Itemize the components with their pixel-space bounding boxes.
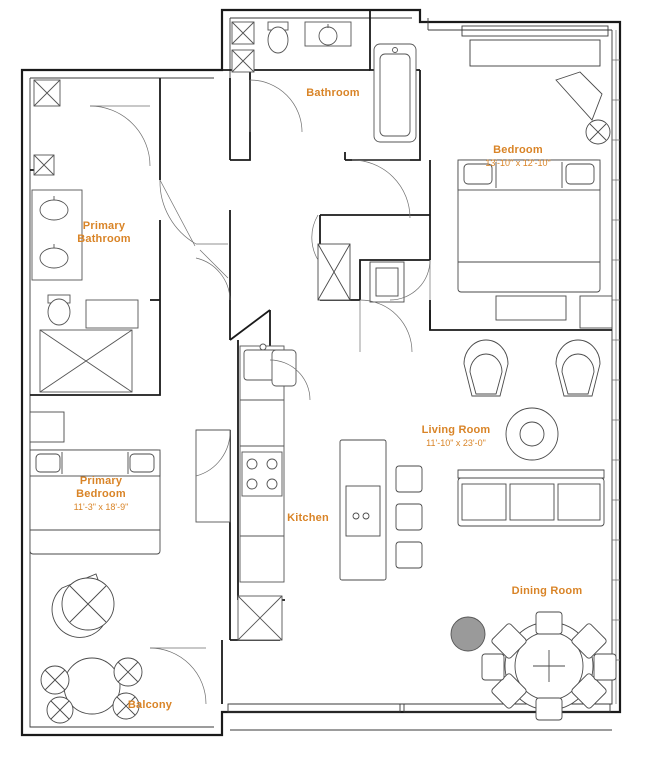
primary-bathroom-name-line1: Primary bbox=[82, 220, 126, 232]
dining-room-name: Dining Room bbox=[511, 585, 583, 597]
room-label-kitchen bbox=[287, 512, 329, 525]
room-label-dining-room bbox=[512, 585, 583, 598]
balcony-name: Balcony bbox=[127, 699, 173, 711]
room-label-balcony bbox=[128, 699, 172, 712]
dining-rug-marker bbox=[451, 617, 485, 651]
living-room-dimensions: 11'-10" x 23'-0" bbox=[426, 438, 486, 448]
room-label-bathroom bbox=[306, 87, 360, 100]
living-room-name: Living Room bbox=[421, 424, 491, 436]
primary-bedroom-dimensions: 11'-3" x 18'-9" bbox=[73, 502, 129, 512]
primary-bedroom-name-line1: Primary bbox=[79, 475, 123, 487]
room-label-primary-bathroom bbox=[77, 220, 131, 246]
room-label-primary-bedroom bbox=[74, 475, 129, 514]
room-label-living-room bbox=[422, 424, 491, 450]
bathroom-name: Bathroom bbox=[306, 87, 360, 99]
primary-bedroom-name-line2: Bedroom bbox=[76, 488, 126, 500]
room-label-bedroom bbox=[485, 144, 550, 170]
primary-bathroom-name-line2: Bathroom bbox=[77, 233, 131, 245]
bedroom-name: Bedroom bbox=[493, 144, 543, 156]
kitchen-name: Kitchen bbox=[287, 512, 329, 524]
bedroom-dimensions: 13'-10" x 12'-10" bbox=[485, 158, 551, 168]
